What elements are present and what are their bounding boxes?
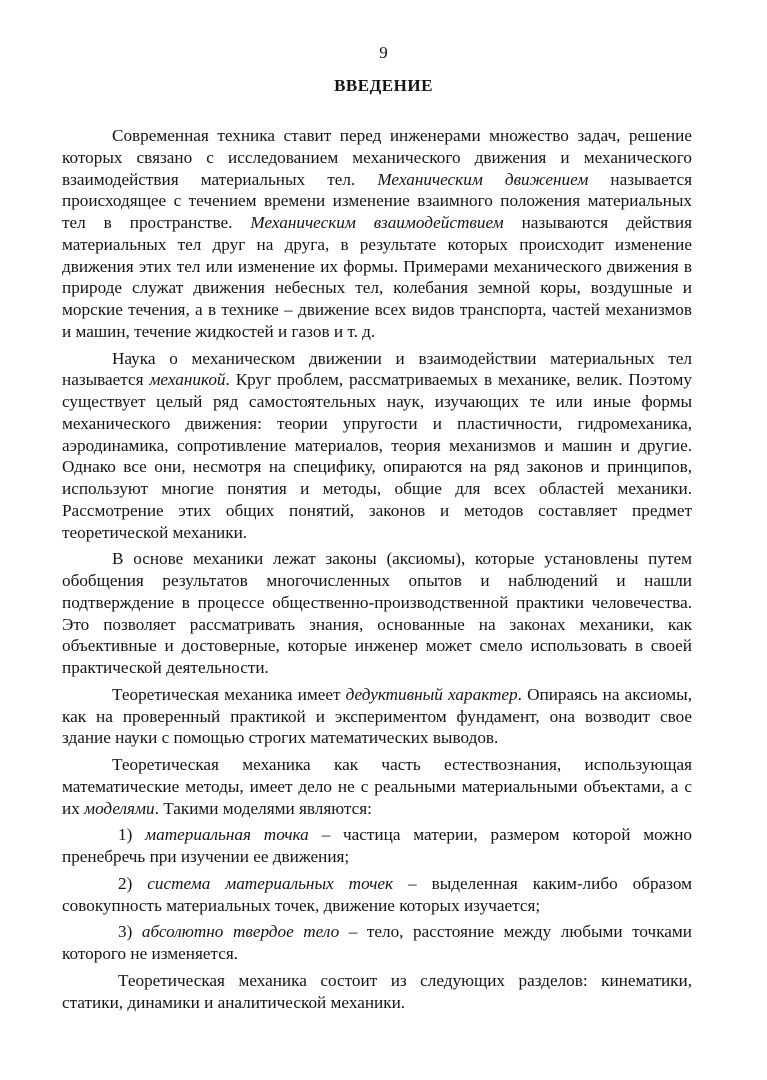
text-segment: Современная техника ставит перед инженерами множество задач, решение которых связано с исследованием механического движения и механического взаимодействия материальных тел. <box>62 126 692 189</box>
paragraph-intro <box>62 125 692 343</box>
text-segment: – тело, расстояние между любыми точками которого не изменяется. <box>62 922 692 963</box>
term-mechanics: механикой <box>149 370 226 390</box>
list-item-point-system <box>62 873 692 917</box>
paragraph-mechanics-science <box>62 348 692 544</box>
text-segment: называется происходящее с течением времени изменение взаимного положения материальных тел в пространстве. <box>62 169 692 232</box>
term-mechanical-interaction: Механическим взаимодействием <box>250 213 504 232</box>
text-segment: 2) <box>118 873 148 893</box>
text-segment: называются действия материальных тел друг на друга, в результате которых происходит изменение движения этих тел или изменение их формы. Примерами механического движения в природе служат движения небесных тел, колебания земной коры, воздушные и морские течения, а в технике – движение всех видов транспорта, частей механизмов и машин, течение жидкостей и газов и т. д. <box>62 213 693 341</box>
term-models: моделями <box>84 798 155 818</box>
text-segment: Теоретическая механика состоит из следующих разделов: кинематики, статики, динамики и аналитической механики. <box>62 970 692 1012</box>
text-segment: . Такими моделями являются: <box>154 798 372 818</box>
list-item-material-point <box>62 824 692 868</box>
term-point-system: система материальных точек <box>147 873 394 893</box>
text-segment: 3) <box>118 922 142 942</box>
text-segment: Теоретическая механика имеет <box>112 684 346 704</box>
term-rigid-body: абсолютно твердое тело <box>141 922 340 942</box>
paragraph-axioms <box>62 548 692 679</box>
document-body <box>62 125 692 1013</box>
term-mechanical-motion: Механическим движением <box>377 169 589 189</box>
text-segment: В основе механики лежат законы (аксиомы), которые установлены путем обобщения результатов многочисленных опытов и наблюдений и нашли подтверждение в процессе общественно-производственной практики человечества. Это позволяет рассматривать знания, основанные на законах механики, как объективные и достоверные, которые инженер может смело использовать в своей практической деятельности. <box>62 549 692 677</box>
term-deductive-character: дедуктивный характер <box>345 684 518 704</box>
text-segment: 1) <box>118 825 146 845</box>
text-segment: . Круг проблем, рассматриваемых в механике, велик. Поэтому существует целый ряд самостоятельных наук, изучающих те или иные формы механического движения: теории упругости и пластичности, гидромеханика, аэродинамика, сопротивление материалов, теория механизмов и машин и другие. Однако все они, несмотря на специфику, опираются на ряд законов и принципов, используют многие понятия и методы, общие для всех областей механики. Рассмотрение этих общих понятий, законов и методов составляет предмет теоретической механики. <box>62 370 692 542</box>
page-number: 9 <box>379 43 388 62</box>
paragraph-models <box>62 754 692 819</box>
paragraph-deductive <box>62 684 692 749</box>
term-material-point: материальная точка <box>145 825 309 845</box>
text-segment: – выделенная каким-либо образом совокупность материальных точек, движение которых изучается; <box>62 873 693 915</box>
page-title: ВВЕДЕНИЕ <box>334 76 433 95</box>
paragraph-sections <box>62 970 692 1014</box>
text-segment: Теоретическая механика как часть естествознания, использующая математические методы, имеет дело не с реальными материальными объектами, а с их <box>62 755 692 818</box>
text-segment: Наука о механическом движении и взаимодействии материальных тел называется <box>62 348 692 390</box>
text-segment: . Опираясь на аксиомы, как на проверенный практикой и экспериментом фундамент, она возводит свое здание науки с помощью строгих математических выводов. <box>62 684 692 748</box>
list-item-rigid-body <box>62 921 692 965</box>
text-segment: – частица материи, размером которой можно пренебречь при изучении ее движения; <box>62 825 692 866</box>
